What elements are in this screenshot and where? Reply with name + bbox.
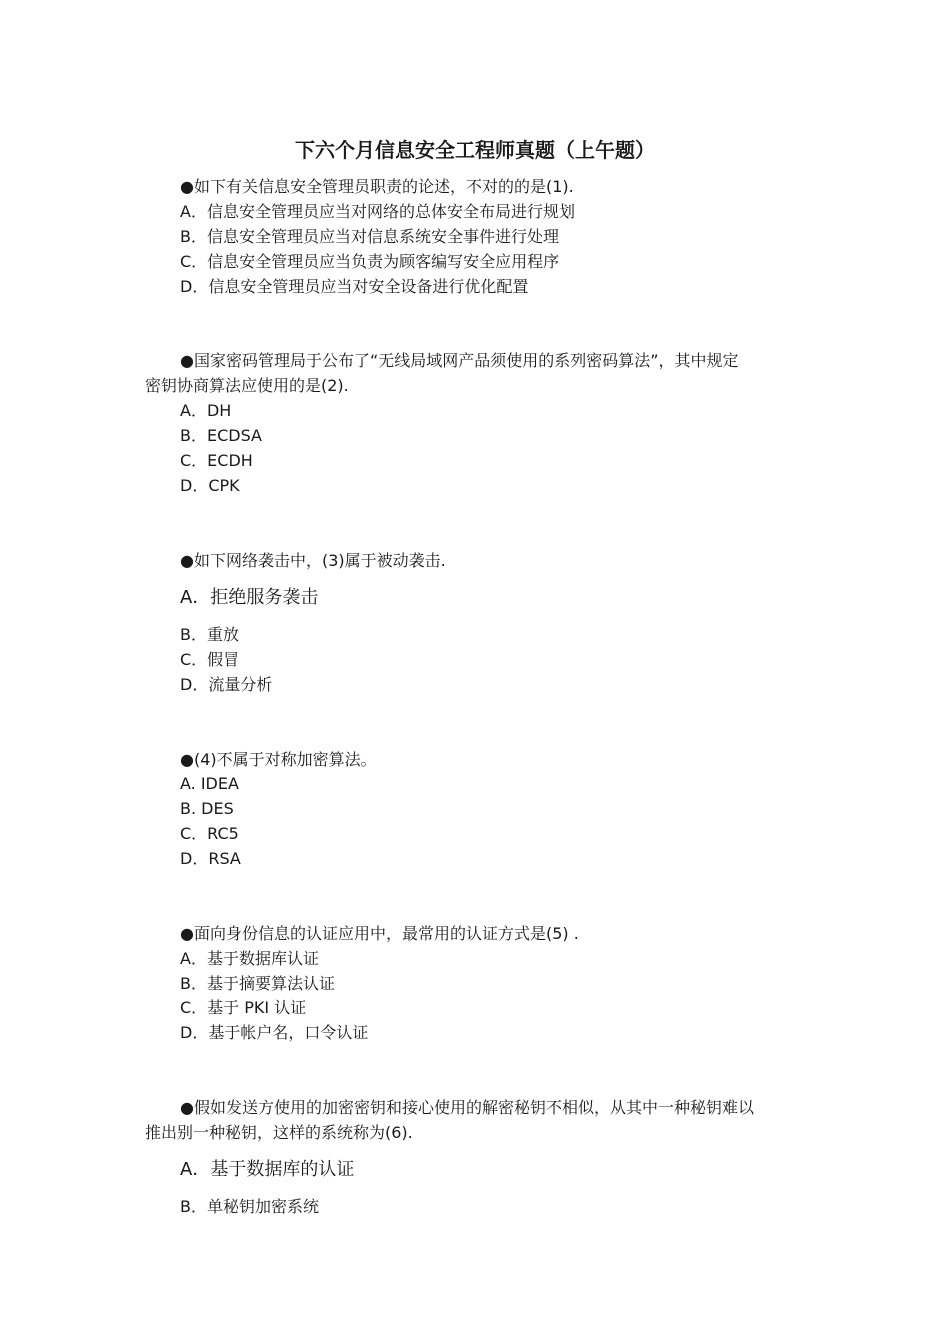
question-2-stem: ●国家密码管理局于公布了“无线局域网产品须使用的系列密码算法”，其中规定	[180, 351, 739, 370]
question-1-option-c: C．信息安全管理员应当负责为顾客编写安全应用程序	[180, 252, 560, 271]
question-5-option-b: B．基于摘要算法认证	[180, 974, 335, 993]
question-3-option-d: D．流量分析	[180, 675, 273, 694]
question-5-stem: ●面向身份信息的认证应用中，最常用的认证方式是(5) .	[180, 924, 579, 943]
question-5-option-a: A．基于数据库认证	[180, 949, 319, 968]
question-1-stem: ●如下有关信息安全管理员职责的论述，不对的的是(1).	[180, 177, 574, 196]
question-3-option-c: C．假冒	[180, 650, 240, 669]
question-3-stem: ●如下网络袭击中，(3)属于被动袭击.	[180, 551, 446, 570]
question-4-option-d: D．RSA	[180, 849, 241, 868]
question-6-option-a: A．基于数据库的认证	[180, 1159, 355, 1180]
question-2-stem-continued: 密钥协商算法应使用的是(2).	[145, 376, 349, 395]
question-1-option-d: D．信息安全管理员应当对安全设备进行优化配置	[180, 277, 529, 296]
question-6-stem: ●假如发送方使用的加密密钥和接心使用的解密秘钥不相似，从其中一种秘钥难以	[180, 1098, 754, 1117]
question-2-option-b: B．ECDSA	[180, 426, 262, 445]
document-title: 下六个月信息安全工程师真题（上午题）	[295, 138, 655, 162]
question-2-option-c: C．ECDH	[180, 451, 253, 470]
question-2-option-a: A．DH	[180, 401, 232, 420]
question-4-stem: ●(4)不属于对称加密算法。	[180, 750, 377, 769]
question-3-option-a: A．拒绝服务袭击	[180, 587, 319, 608]
question-4-option-b: B. DES	[180, 799, 234, 818]
question-6-option-b: B．单秘钥加密系统	[180, 1197, 319, 1216]
question-3-option-b: B．重放	[180, 625, 239, 644]
question-4-option-c: C．RC5	[180, 824, 239, 843]
question-6-stem-continued: 推出别一种秘钥，这样的系统称为(6).	[145, 1123, 413, 1142]
question-2-option-d: D．CPK	[180, 476, 240, 495]
question-4-option-a: A. IDEA	[180, 774, 239, 793]
question-1-option-b: B．信息安全管理员应当对信息系统安全事件进行处理	[180, 227, 559, 246]
question-5-option-d: D．基于帐户名，口令认证	[180, 1023, 369, 1042]
question-1-option-a: A．信息安全管理员应当对网络的总体安全布局进行规划	[180, 202, 575, 221]
question-5-option-c: C．基于 PKI 认证	[180, 998, 307, 1017]
